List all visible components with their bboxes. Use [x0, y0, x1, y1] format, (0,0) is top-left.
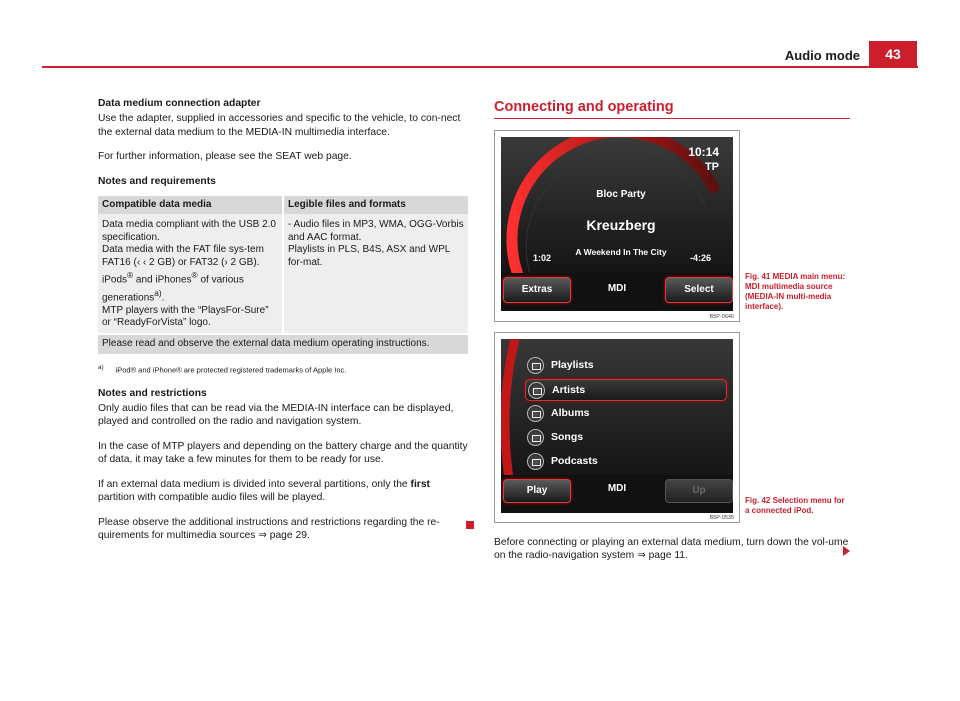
subheading-adapter: Data medium connection adapter — [98, 98, 261, 109]
paragraph-volume: Before connecting or playing an external data medium, turn down the vol-ume on the radio-navigation system ⇒ page 11. — [494, 537, 849, 562]
section-heading-rule — [494, 118, 850, 119]
paragraph-additional: Please observe the additional instructions and restrictions regarding the re-quirements for multimedia sources ⇒ page 29. — [98, 516, 440, 541]
menu-item-artists[interactable]: Artists — [525, 379, 727, 401]
table-cell-formats — [283, 214, 468, 334]
source-mdi-label: MDI — [607, 483, 627, 494]
folder-icon — [527, 429, 544, 446]
artist-name: Bloc Party — [596, 189, 646, 200]
footnote — [98, 361, 468, 377]
elapsed-time: 1:02 — [533, 253, 552, 263]
menu-item-podcasts[interactable]: Podcasts — [527, 451, 598, 471]
formats-playlists: Playlists in PLS, B4S, ASX and WPL for-mat. — [288, 244, 450, 268]
menu-item-playlists[interactable]: Playlists — [527, 355, 594, 375]
footnote-text: iPod® and iPhone® are protected registered trademarks of Apple Inc. — [115, 365, 347, 375]
requirements-table — [98, 196, 468, 354]
figure-media-main-menu — [494, 130, 740, 322]
folder-icon — [527, 357, 544, 374]
header-rule — [42, 66, 918, 68]
continue-arrow-icon — [843, 546, 850, 556]
section-heading: Connecting and operating — [494, 99, 674, 115]
source-mdi-label: MDI — [607, 283, 627, 294]
media-ipod: iPods® and iPhones® of various generations$^{a)}$. — [102, 270, 244, 304]
subheading-restrictions: Notes and restrictions — [98, 387, 207, 399]
select-button[interactable]: Select — [665, 277, 733, 303]
tp-indicator: TP — [704, 161, 719, 173]
paragraph-mtp: In the case of MTP players and depending on the battery charge and the quantity of data, it may take a few minutes for them to be ready for use. — [98, 440, 468, 466]
left-column — [98, 97, 468, 553]
menu-item-albums[interactable]: Albums — [527, 403, 590, 423]
track-title: Kreuzberg — [586, 217, 656, 233]
page-number: 43 — [869, 41, 917, 67]
media-fat: Data media with the FAT file sys-tem FAT16 (‹ ‹ 2 GB) or FAT32 (› 2 GB). — [102, 244, 264, 268]
media-usb: Data media compliant with the USB 2.0 specification. — [102, 219, 276, 243]
media-mtp: MTP players with the “PlaysFor-Sure” or “ReadyForVista” logo. — [102, 304, 269, 328]
paragraph-web: For further information, please see the SEAT web page. — [98, 151, 352, 163]
table-header-formats: Legible files and formats — [283, 196, 468, 214]
folder-icon — [527, 405, 544, 422]
paragraph-adapter: Use the adapter, supplied in accessories and specific to the vehicle, to con-nect the external data medium to the MEDIA-IN multimedia interface. — [98, 113, 461, 138]
figure-code: B5P-0640 — [709, 314, 734, 320]
paragraph-readable: Only audio files that can be read via the MEDIA-IN interface can be displayed, played and controlled on the radio and navigation system. — [98, 403, 454, 428]
footnote-mark: a) — [98, 363, 104, 371]
folder-icon — [528, 382, 545, 399]
up-button[interactable]: Up — [665, 479, 733, 503]
extras-button[interactable]: Extras — [503, 277, 571, 303]
album-name: A Weekend In The City — [575, 247, 667, 257]
table-header-media: Compatible data media — [98, 196, 283, 214]
remaining-time: -4:26 — [689, 253, 711, 263]
figure-ipod-selection — [494, 332, 740, 523]
ipod-screen — [501, 339, 733, 513]
play-button[interactable]: Play — [503, 479, 571, 503]
media-screen — [501, 137, 733, 311]
clock-time: 10:14 — [688, 145, 719, 159]
folder-icon — [527, 453, 544, 470]
paragraph-partitions: If an external data medium is divided into several partitions, only the first partition with compatible audio files will be played. — [98, 478, 430, 504]
figure-42-caption: Fig. 42 Selection menu for a connected iPod. — [745, 496, 845, 515]
menu-item-songs[interactable]: Songs — [527, 427, 583, 447]
table-note: Please read and observe the external data medium operating instructions. — [98, 334, 468, 353]
subheading-requirements: Notes and requirements — [98, 175, 216, 187]
section-end-marker — [466, 521, 474, 529]
figure-41-caption: Fig. 41 MEDIA main menu: MDI multimedia source (MEDIA-IN multi-media interface). — [745, 272, 846, 311]
figure-code: B5P-0535 — [709, 515, 734, 521]
section-title: Audio mode — [784, 48, 860, 63]
formats-audio: - Audio files in MP3, WMA, OGG-Vorbis and AAC format. — [288, 219, 464, 243]
table-cell-media — [98, 214, 283, 334]
